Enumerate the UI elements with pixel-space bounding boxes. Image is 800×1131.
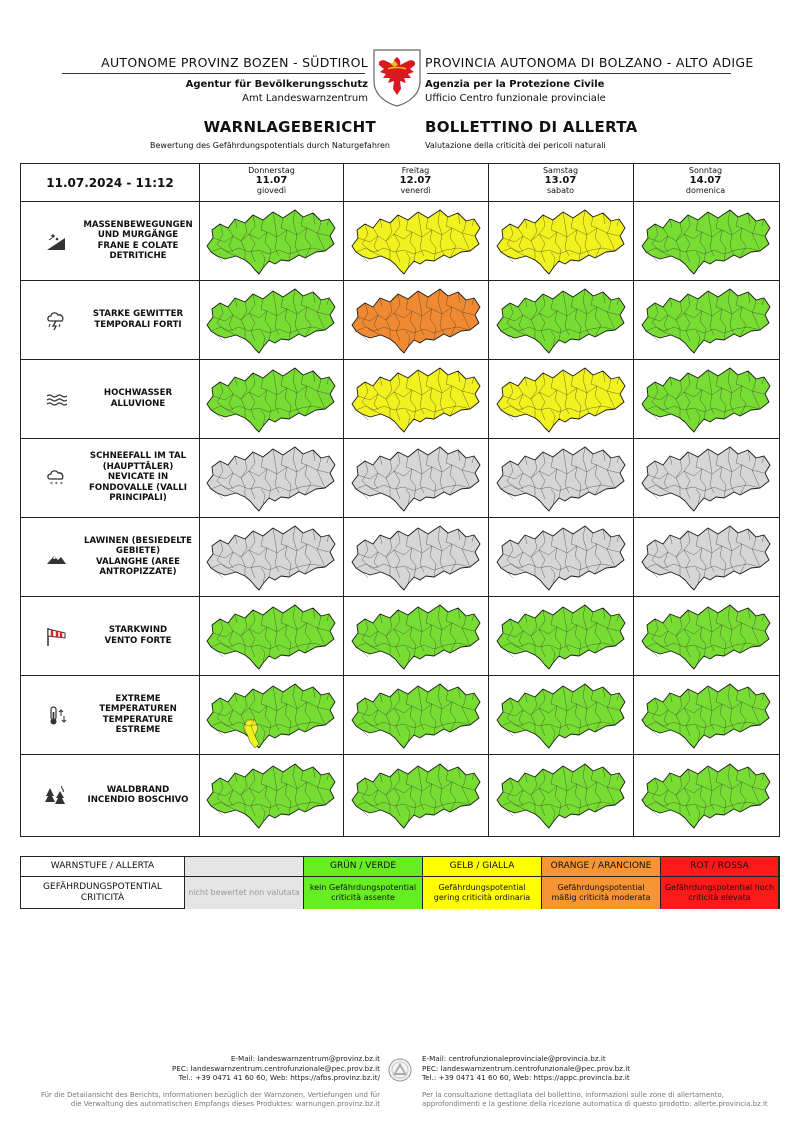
legend-level-header: WARNSTUFE / ALLERTA [21, 857, 185, 876]
alert-map-3-2 [493, 443, 629, 513]
footer-pec-de[interactable]: PEC: landeswarnzentrum.centrofunzionale@pec.prov.bz.it [171, 1063, 380, 1073]
day-name-it: giovedì [256, 186, 287, 195]
day-name-de: Donnerstag [248, 166, 295, 175]
report-subtitle-it: Valutazione della criticità dei pericoli naturali [425, 141, 606, 150]
alert-map-2-1 [348, 364, 484, 434]
alert-map-4-1 [348, 522, 484, 592]
day-date: 12.07 [399, 175, 432, 186]
footer-email-de[interactable]: E-Mail: landeswarnzentrum@provinz.bz.it [230, 1054, 380, 1063]
day-date: 13.07 [544, 175, 577, 186]
header-rule-left [62, 73, 365, 74]
alert-map-1-3 [638, 285, 774, 355]
hazard-label-it: TEMPORALI FORTI [94, 319, 182, 330]
province-name-it: PROVINCIA AUTONOMA DI BOLZANO - ALTO ADIGE [425, 55, 754, 70]
legend-level-desc-0: nicht bewertet non valutata [185, 877, 304, 909]
legend-level-desc-3: Gefährdungspotential mäßig criticità moderata [542, 877, 661, 909]
hazard-label-de: EXTREME TEMPERATUREN [99, 693, 177, 714]
hazard-label-de: STARKWIND [108, 625, 168, 635]
flood-waves-icon [45, 388, 67, 410]
hazard-label-de: HOCHWASSER [103, 388, 173, 398]
hazard-label [79, 517, 197, 596]
hazard-label-it: INCENDIO BOSCHIVO [87, 795, 189, 805]
hazard-label-de: SCHNEEFALL IM TAL (HAUPTTÄLER) [89, 451, 187, 472]
day-name-de: Sonntag [688, 166, 723, 175]
alert-map-5-0 [203, 601, 339, 671]
report-title-de: WARNLAGEBERICHT [203, 118, 376, 136]
hazard-label-it: VENTO FORTE [104, 635, 172, 646]
alert-map-5-3 [638, 601, 774, 671]
hazard-label-de: WALDBRAND [106, 784, 170, 795]
day-header-0 [199, 166, 344, 196]
hazard-label [79, 201, 197, 280]
windsock-icon [45, 625, 67, 647]
hazard-label-de: STARKE GEWITTER [92, 309, 184, 319]
hazard-label [79, 754, 197, 836]
alert-map-5-2 [493, 601, 629, 671]
avalanche-icon [45, 546, 67, 568]
hazard-label-it: TEMPERATURE ESTREME [102, 714, 174, 735]
footer-contact-de [172, 1054, 380, 1083]
day-name-de: Samstag [542, 166, 579, 175]
alert-map-0-0 [203, 206, 339, 276]
landslide-icon [45, 230, 67, 252]
day-date: 14.07 [689, 175, 722, 186]
thermometer-icon [45, 704, 67, 726]
alert-map-6-1 [348, 680, 484, 750]
alert-map-0-3 [638, 206, 774, 276]
alert-map-2-2 [493, 364, 629, 434]
day-name-it: sabato [546, 186, 575, 195]
alert-map-4-3 [638, 522, 774, 592]
office-name-it: Ufficio Centro funzionale provinciale [425, 93, 606, 104]
alert-map-6-0 [203, 680, 339, 750]
thunderstorm-icon [45, 309, 67, 331]
legend-level-name-2: GELB / GIALLA [423, 857, 542, 876]
day-header-3 [633, 166, 778, 196]
alert-map-4-0 [203, 522, 339, 592]
day-date: 11.07 [255, 175, 288, 186]
footer-tel-it[interactable]: Tel.: +39 0471 41 60 60, Web: https://appc.provincia.bz.it [422, 1073, 630, 1083]
alert-map-3-3 [638, 443, 774, 513]
footer-email-it[interactable]: E-Mail: centrofunzionaleprovinciale@provincia.bz.it [422, 1054, 606, 1063]
hazard-label-it: ALLUVIONE [110, 398, 166, 409]
hazard-label-de: LAWINEN (BESIEDELTE GEBIETE) [83, 535, 193, 556]
alert-map-6-2 [493, 680, 629, 750]
hazard-label-it: NEVICATE IN FONDOVALLE (VALLI PRINCIPALI) [89, 472, 187, 504]
footer-tel-de[interactable]: Tel.: +39 0471 41 60 60, Web: https://afbs.provinz.bz.it/ [178, 1073, 380, 1083]
civil-protection-logo-icon [388, 1058, 412, 1082]
alert-map-1-0 [203, 285, 339, 355]
tyrol-eagle-crest-icon [370, 47, 424, 107]
legend-level-desc-2: Gefährdungspotential gering criticità ordinaria [423, 877, 542, 909]
footer-note-de: Für die Detailansicht des Berichts, Informationen bezüglich der Warnzonen, Vertiefungen und für die Verwaltung des automatischen Empfangs dieses Produktes: warnungen.provinz.bz.it [40, 1091, 380, 1109]
hazard-label [79, 675, 197, 754]
hazard-label [79, 438, 197, 517]
header-rule-right [427, 73, 731, 74]
hazard-label-it: VALANGHE (AREE ANTROPIZZATE) [95, 556, 181, 577]
alert-map-6-3 [638, 680, 774, 750]
day-name-it: domenica [685, 186, 726, 195]
legend-level-desc-1: kein Gefährdungspotential criticità assente [304, 877, 423, 909]
legend-potential-header: GEFÄHRDUNGSPOTENTIAL CRITICITÀ [21, 877, 185, 909]
alert-map-7-1 [348, 760, 484, 830]
legend-level-name-3: ORANGE / ARANCIONE [542, 857, 661, 876]
day-name-de: Freitag [401, 166, 430, 175]
agency-name-it: Agenzia per la Protezione Civile [425, 79, 605, 90]
alert-map-5-1 [348, 601, 484, 671]
alert-map-1-1 [348, 285, 484, 355]
legend-level-desc-4: Gefährdungspotential hoch criticità elevata [661, 877, 779, 909]
alert-map-0-2 [493, 206, 629, 276]
office-name-de: Amt Landeswarnzentrum [242, 93, 368, 104]
report-subtitle-de: Bewertung des Gefährdungspotentials durch Naturgefahren [149, 141, 390, 150]
alert-map-2-3 [638, 364, 774, 434]
forest-fire-icon [45, 784, 67, 806]
alert-map-3-1 [348, 443, 484, 513]
footer-pec-it[interactable]: PEC: landeswarnzentrum.centrofunzionale@pec.prov.bz.it [422, 1063, 631, 1073]
alert-map-7-3 [638, 760, 774, 830]
day-header-2 [488, 166, 633, 196]
footer-note-it: Per la consultazione dettagliata del bollettino, informazioni sulle zone di allertamento, approfondimenti e la gestione della ricezione automatica di questo prodotto: allerte.provincia.bz.it [422, 1091, 768, 1109]
footer-contact-it [422, 1054, 630, 1083]
hazard-label [79, 596, 197, 675]
alert-map-2-0 [203, 364, 339, 434]
province-name-de: AUTONOME PROVINZ BOZEN - SÜDTIROL [101, 55, 368, 70]
day-name-it: venerdì [400, 186, 431, 195]
agency-name-de: Agentur für Bevölkerungsschutz [185, 79, 368, 90]
alert-map-0-1 [348, 206, 484, 276]
hazard-label-it: FRANE E COLATE DETRITICHE [97, 240, 179, 261]
legend-level-name-4: ROT / ROSSA [661, 857, 779, 876]
alert-map-3-0 [203, 443, 339, 513]
svg-text:* * *: * * * [50, 480, 63, 488]
alert-map-1-2 [493, 285, 629, 355]
day-header-1 [343, 166, 488, 196]
alert-legend [20, 856, 780, 909]
alert-map-7-0 [203, 760, 339, 830]
alert-map-4-2 [493, 522, 629, 592]
snowfall-icon [45, 467, 67, 489]
hazard-label [79, 359, 197, 438]
report-title-it: BOLLETTINO DI ALLERTA [425, 118, 638, 136]
hazard-label [79, 280, 197, 359]
legend-level-name-1: GRÜN / VERDE [304, 857, 423, 876]
hazard-label-de: MASSENBEWEGUNGEN UND MURGÄNGE [83, 219, 193, 240]
legend-level-name-0 [185, 857, 304, 876]
hazard-grid [20, 163, 780, 837]
bulletin-datetime: 11.07.2024 - 11:12 [46, 175, 174, 190]
alert-map-7-2 [493, 760, 629, 830]
